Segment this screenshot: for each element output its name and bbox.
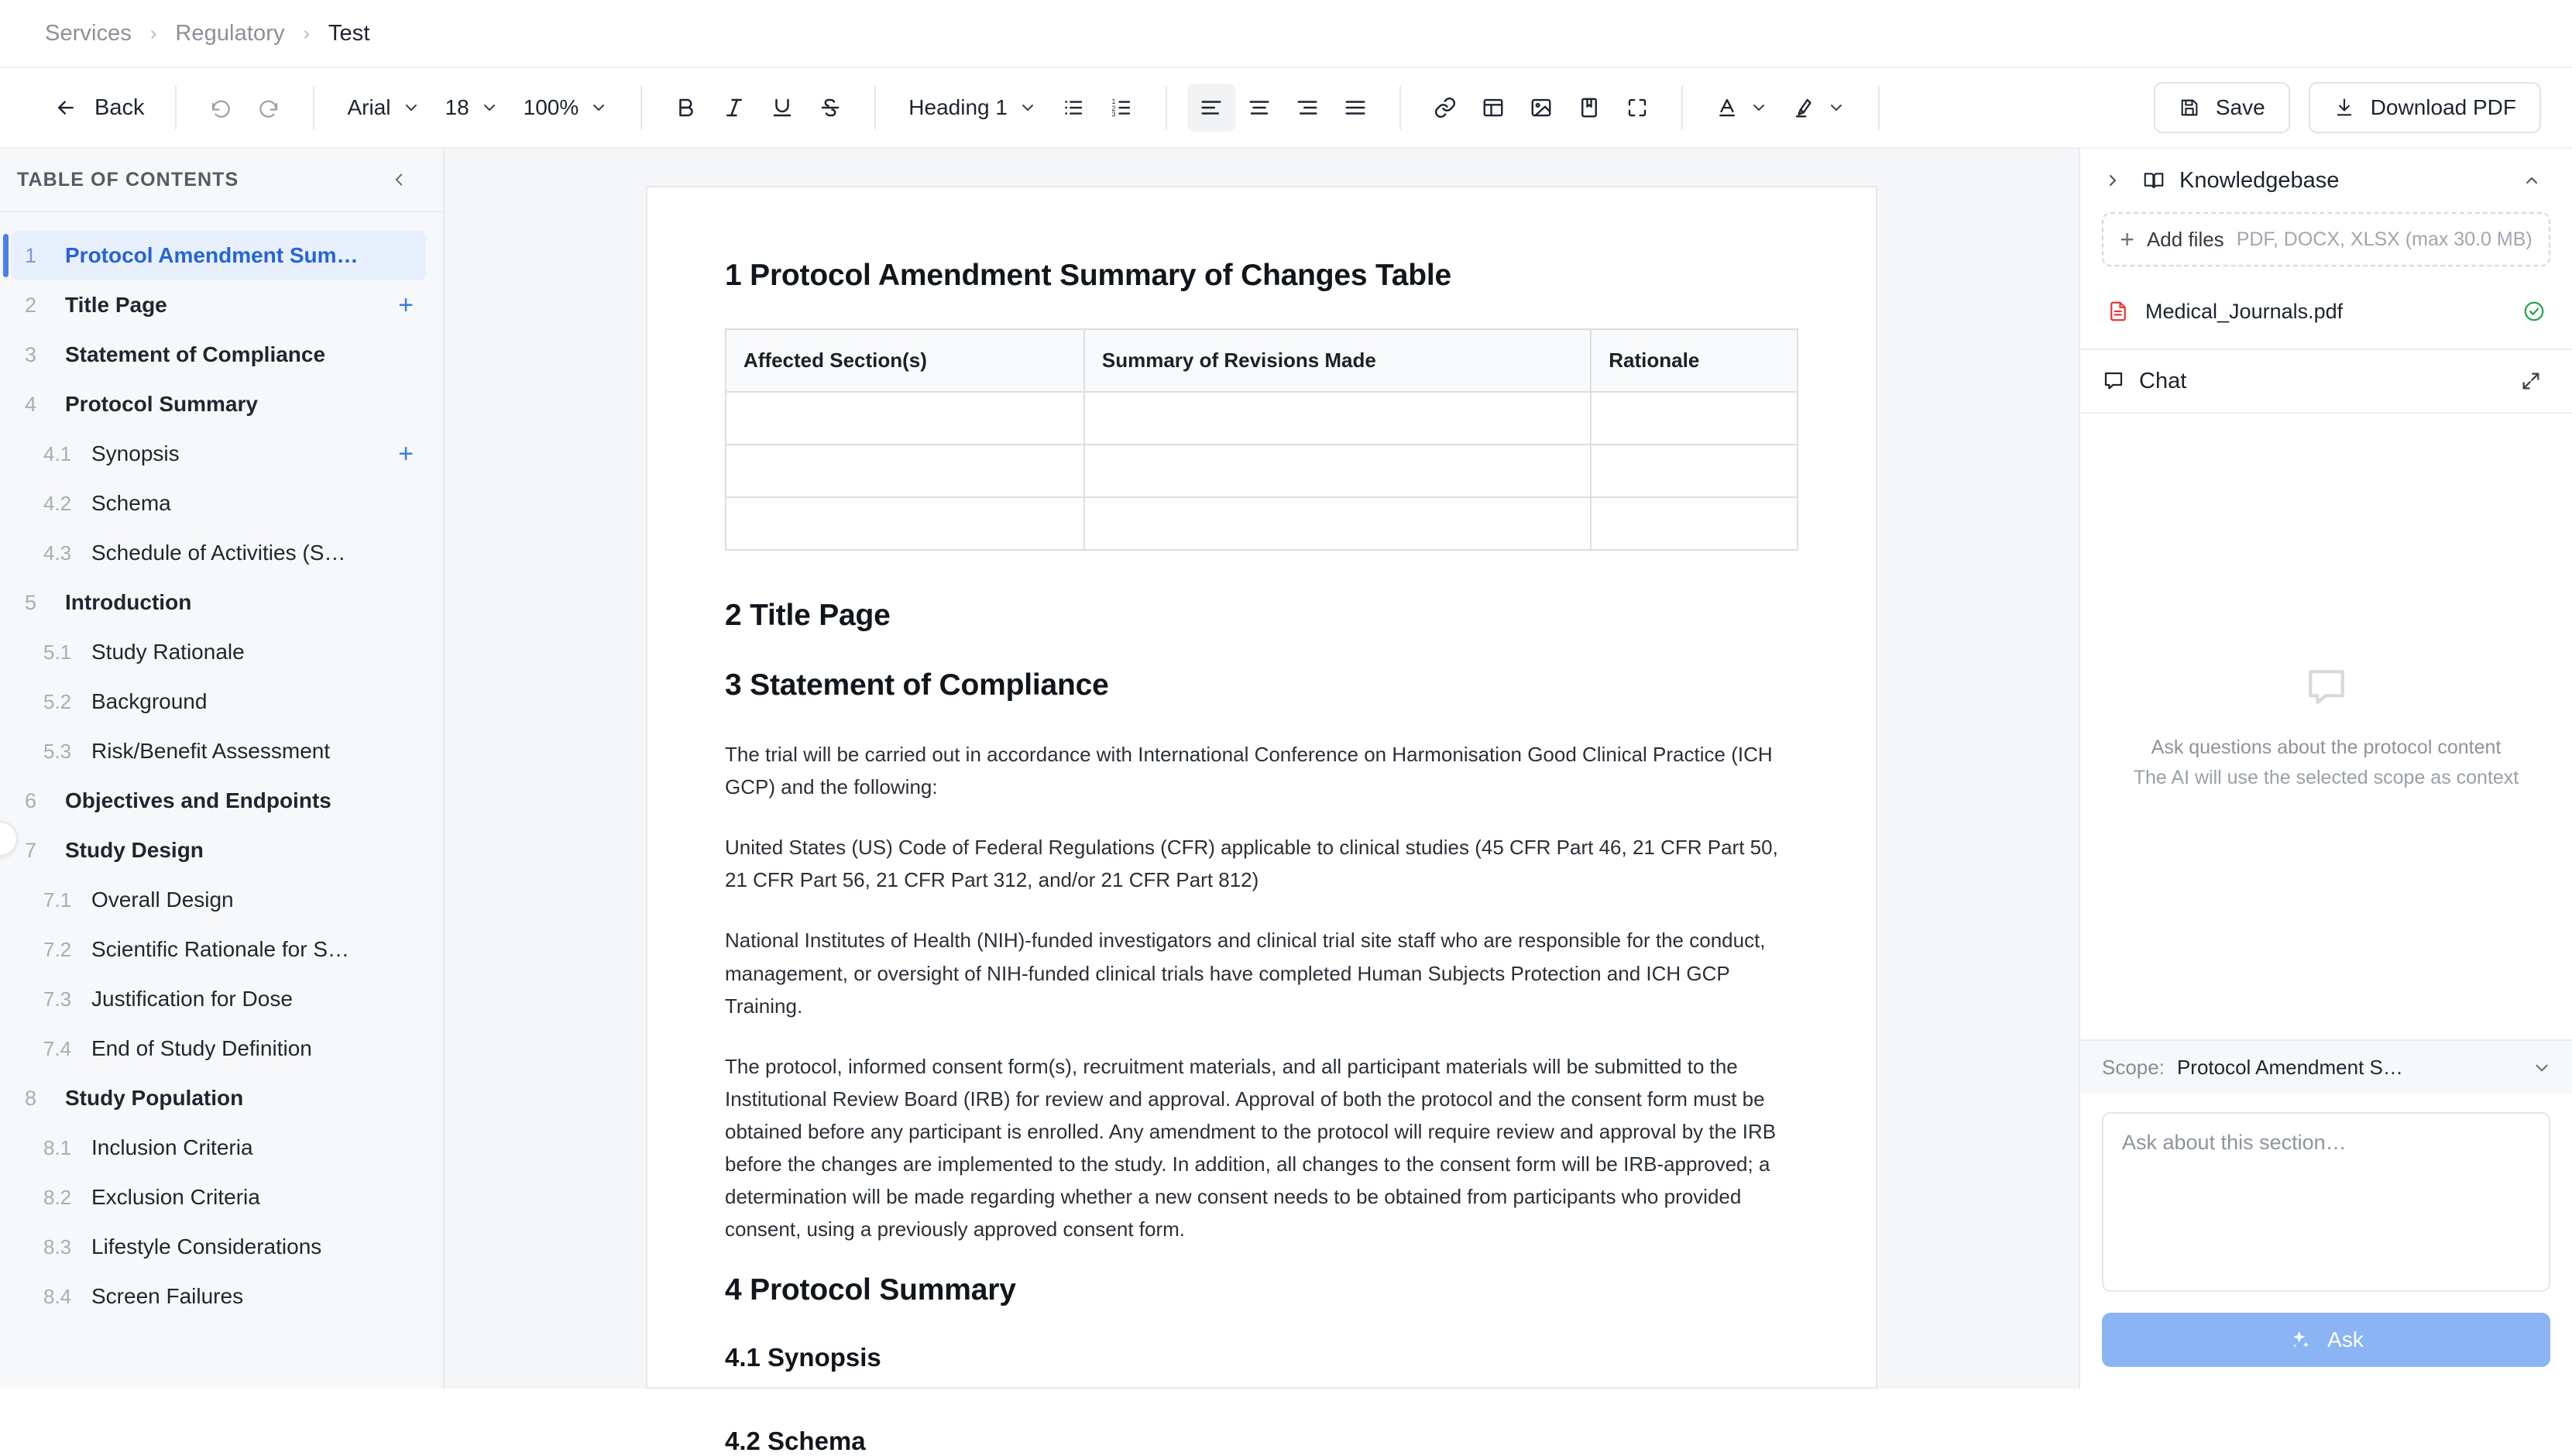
toc-item-label: Study Rationale	[91, 640, 245, 664]
toc-item-label: Protocol Amendment Sum…	[65, 243, 359, 267]
chat-scope-selector[interactable]	[2080, 1039, 2572, 1094]
toc-item-label: End of Study Definition	[91, 1036, 312, 1060]
bullet-list-icon	[1062, 96, 1085, 119]
toc-item-number: 6	[25, 788, 37, 812]
chevron-down-icon	[589, 98, 608, 117]
chat-bubble-icon	[2102, 369, 2125, 393]
chevron-left-icon	[389, 170, 409, 190]
download-icon	[2333, 97, 2355, 118]
ask-label: Ask	[2327, 1327, 2364, 1351]
chevron-up-icon	[2522, 171, 2541, 190]
highlight-select[interactable]	[1780, 84, 1858, 132]
toc-item-label: Objectives and Endpoints	[65, 788, 331, 812]
numbered-list-button[interactable]	[1097, 84, 1145, 132]
breadcrumb-item-services[interactable]: Services	[45, 20, 132, 46]
doc-heading-4-2: 4.2 Schema	[725, 1427, 866, 1456]
toc-item-6[interactable]	[11, 776, 426, 826]
chevron-down-icon	[1750, 98, 1768, 117]
toc-item-number: 7.4	[43, 1036, 72, 1060]
breadcrumb-item-regulatory[interactable]: Regulatory	[175, 20, 285, 46]
toolbar-divider	[640, 86, 642, 129]
toolbar-divider	[1166, 86, 1167, 129]
toc-item-label: Scientific Rationale for S…	[91, 937, 350, 961]
table-cell[interactable]	[1084, 497, 1591, 550]
zoom-value: 100%	[523, 95, 579, 119]
table-cell[interactable]	[1591, 497, 1798, 550]
table-cell[interactable]	[726, 445, 1084, 497]
toc-item-4-1[interactable]	[11, 429, 426, 479]
table-header-row	[726, 329, 1798, 392]
file-name: Medical_Journals.pdf	[2145, 299, 2344, 323]
toc-item-number: 3	[25, 342, 37, 366]
document-canvas[interactable]	[445, 149, 2079, 1456]
save-label: Save	[2215, 95, 2265, 119]
doc-paragraph-2: United States (US) Code of Federal Regulations (CFR) applicable to clinical studies (45 CFR Part 46, 21 CFR Part 50, 21 CFR Part 56, 21 CFR Part 312, and/or 21 CFR Part 812)	[725, 836, 1778, 892]
plus-icon: +	[2120, 225, 2134, 253]
toc-item-label: Schema	[91, 491, 171, 515]
breadcrumb-separator-icon: ›	[150, 22, 157, 44]
toc-item-label: Inclusion Criteria	[91, 1135, 253, 1159]
toc-item-number: 2	[25, 293, 37, 317]
sparkle-icon	[2289, 1328, 2312, 1351]
table-col-affected-sections: Affected Section(s)	[726, 329, 1084, 392]
toc-item-label: Synopsis	[91, 441, 180, 465]
toc-item-2[interactable]	[11, 280, 426, 330]
toc-item-label: Introduction	[65, 590, 192, 614]
amendment-summary-table[interactable]	[725, 328, 1798, 551]
page-break-icon	[1578, 96, 1601, 119]
bold-button[interactable]	[662, 84, 710, 132]
editor-toolbar	[0, 68, 2572, 149]
fullscreen-button[interactable]	[1613, 84, 1661, 132]
link-icon	[1434, 96, 1457, 119]
download-pdf-label: Download PDF	[2370, 95, 2516, 119]
table-of-contents-sidebar	[0, 149, 445, 1389]
toc-item-number: 8.3	[43, 1235, 72, 1259]
align-right-button[interactable]	[1283, 84, 1331, 132]
table-col-summary-revisions: Summary of Revisions Made	[1084, 329, 1591, 392]
align-center-icon	[1248, 96, 1271, 119]
check-circle-icon	[2522, 300, 2546, 323]
toc-item-label: Overall Design	[91, 888, 234, 912]
toc-item-label: Title Page	[65, 293, 167, 317]
font-size-select[interactable]	[433, 84, 511, 132]
text-color-select[interactable]	[1703, 84, 1780, 132]
doc-paragraph-3: National Institutes of Health (NIH)-funded investigators and clinical trial site staff who are responsible for the conduct, management, or oversight of NIH-funded clinical trials have completed Human Subjects Protection and ICH GCP Training.	[725, 929, 1766, 1018]
breadcrumb-separator-icon: ›	[303, 22, 310, 44]
add-files-label: Add files	[2146, 227, 2224, 251]
chevron-down-icon	[1827, 98, 1846, 117]
right-panel	[2079, 149, 2572, 1389]
font-size-value: 18	[445, 95, 469, 119]
svg-text:2: 2	[1111, 104, 1116, 112]
toc-item-number: 4.2	[43, 491, 72, 515]
back-button[interactable]	[43, 84, 155, 132]
doc-heading-1: 1 Protocol Amendment Summary of Changes Table	[725, 259, 1452, 292]
toc-item-number: 8.1	[43, 1135, 72, 1159]
toc-item-label: Exclusion Criteria	[91, 1185, 260, 1209]
toc-item-label: Justification for Dose	[91, 987, 293, 1011]
svg-text:3: 3	[1111, 110, 1116, 118]
toc-item-label: Statement of Compliance	[65, 342, 326, 366]
font-family-value: Arial	[347, 95, 391, 119]
toc-item-7-2[interactable]	[11, 925, 426, 974]
table-cell[interactable]	[726, 497, 1084, 550]
toc-item-number: 5.3	[43, 739, 72, 763]
chevron-down-icon	[2532, 1058, 2550, 1077]
italic-button[interactable]	[710, 84, 758, 132]
highlight-icon	[1793, 96, 1816, 119]
toc-item-label: Lifestyle Considerations	[91, 1235, 322, 1259]
toc-item-8-2[interactable]	[11, 1173, 426, 1222]
expand-diagonal-icon	[2520, 370, 2542, 392]
toc-item-3[interactable]	[11, 330, 426, 379]
toc-item-1[interactable]	[11, 231, 426, 280]
chat-input[interactable]	[2102, 1112, 2550, 1292]
ask-button[interactable]	[2102, 1313, 2550, 1367]
doc-heading-3: 3 Statement of Compliance	[725, 668, 1109, 702]
toc-item-number: 1	[25, 243, 37, 267]
block-style-select[interactable]	[896, 84, 1049, 132]
chat-expand-button[interactable]	[2515, 365, 2547, 397]
collapse-sidebar-button[interactable]	[381, 162, 417, 197]
chat-empty-line-1: Ask questions about the protocol content	[2151, 737, 2502, 758]
arrow-left-icon	[54, 96, 77, 119]
table-cell[interactable]	[1591, 445, 1798, 497]
text-color-icon	[1715, 96, 1739, 119]
toc-item-number: 5.1	[43, 640, 72, 664]
scope-value: Protocol Amendment S…	[2176, 1055, 2403, 1079]
doc-heading-2: 2 Title Page	[725, 599, 891, 632]
fullscreen-icon	[1626, 96, 1649, 119]
strikethrough-icon	[819, 96, 842, 119]
breadcrumb-item-test[interactable]: Test	[328, 20, 370, 46]
toc-item-5-1[interactable]	[11, 627, 426, 677]
svg-text:1: 1	[1111, 98, 1116, 105]
sidebar-title: TABLE OF CONTENTS	[17, 168, 239, 191]
toc-item-number: 7.2	[43, 937, 72, 961]
italic-icon	[723, 96, 746, 119]
align-left-button[interactable]	[1187, 84, 1235, 132]
toc-item-number: 5	[25, 590, 37, 614]
toc-item-add-button[interactable]: +	[398, 439, 414, 469]
toc-item-number: 7.1	[43, 888, 72, 912]
underline-button[interactable]	[758, 84, 806, 132]
insert-page-break-button[interactable]	[1565, 84, 1613, 132]
document-page[interactable]	[646, 186, 1877, 1456]
chat-header	[2080, 349, 2572, 414]
toc-item-7-1[interactable]	[11, 875, 426, 925]
toc-item-add-button[interactable]: +	[398, 290, 414, 320]
table-row[interactable]	[726, 445, 1798, 497]
toc-item-8[interactable]	[11, 1073, 426, 1123]
redo-icon	[257, 96, 280, 119]
table-row[interactable]	[726, 497, 1798, 550]
table-row[interactable]	[726, 392, 1798, 445]
toolbar-divider	[1681, 86, 1683, 129]
toc-item-label: Protocol Summary	[65, 392, 258, 416]
doc-heading-4-1: 4.1 Synopsis	[725, 1343, 881, 1372]
doc-heading-4: 4 Protocol Summary	[725, 1273, 1016, 1307]
save-disk-icon	[2179, 97, 2200, 118]
scope-label: Scope:	[2102, 1055, 2165, 1079]
doc-paragraph-1: The trial will be carried out in accordance with International Conference on Harmonisation Good Clinical Practice (ICH GCP) and the following:	[725, 743, 1773, 799]
toc-item-label: Schedule of Activities (S…	[91, 541, 346, 565]
toolbar-divider	[1878, 86, 1880, 129]
bullet-list-button[interactable]	[1049, 84, 1097, 132]
strikethrough-button[interactable]	[806, 84, 854, 132]
toolbar-divider	[175, 86, 177, 129]
insert-link-button[interactable]	[1421, 84, 1469, 132]
chat-title: Chat	[2139, 368, 2187, 393]
chevron-right-icon	[2103, 171, 2122, 190]
toc-item-label: Study Design	[65, 838, 204, 862]
redo-button[interactable]	[245, 84, 293, 132]
chat-empty-line-2: The AI will use the selected scope as context	[2133, 767, 2519, 788]
table-col-rationale: Rationale	[1591, 329, 1798, 392]
chat-bubble-outline-icon	[2302, 664, 2351, 712]
toc-list	[0, 212, 443, 1389]
chevron-down-icon	[480, 98, 499, 117]
toolbar-divider	[1399, 86, 1401, 129]
pdf-file-icon	[2107, 300, 2130, 323]
knowledgebase-title: Knowledgebase	[2179, 167, 2340, 193]
align-justify-button[interactable]	[1331, 84, 1379, 132]
chevron-down-icon	[1018, 98, 1037, 117]
table-icon	[1482, 96, 1505, 119]
align-justify-icon	[1344, 96, 1367, 119]
add-files-dropzone[interactable]	[2102, 212, 2550, 266]
chevron-down-icon	[402, 98, 421, 117]
toc-item-4-3[interactable]	[11, 528, 426, 578]
image-icon	[1530, 96, 1553, 119]
bold-icon	[675, 96, 698, 119]
toc-item-number: 5.2	[43, 689, 72, 713]
toc-item-8-1[interactable]	[11, 1123, 426, 1173]
table-cell[interactable]	[1084, 445, 1591, 497]
back-label: Back	[94, 94, 145, 120]
chat-empty-state	[2080, 414, 2572, 1039]
toc-item-number: 4.3	[43, 541, 72, 565]
toc-item-5-3[interactable]	[11, 726, 426, 776]
toc-item-number: 7.3	[43, 987, 72, 1011]
toolbar-divider	[313, 86, 314, 129]
toc-item-8-4[interactable]	[11, 1272, 426, 1321]
toc-item-5[interactable]	[11, 578, 426, 627]
toc-item-7-4[interactable]	[11, 1024, 426, 1073]
insert-table-button[interactable]	[1469, 84, 1517, 132]
align-right-icon	[1296, 96, 1319, 119]
toc-item-7[interactable]	[11, 826, 426, 875]
sidebar-header	[0, 149, 443, 212]
toc-item-4-2[interactable]	[11, 479, 426, 528]
toc-item-label: Risk/Benefit Assessment	[91, 739, 331, 763]
knowledgebase-body	[2080, 212, 2572, 349]
add-files-hint: PDF, DOCX, XLSX (max 30.0 MB)	[2236, 228, 2533, 250]
toc-item-label: Screen Failures	[91, 1284, 244, 1308]
toc-item-label: Background	[91, 689, 208, 713]
undo-button[interactable]	[197, 84, 245, 132]
toc-item-number: 8.2	[43, 1185, 72, 1209]
download-pdf-button[interactable]	[2309, 82, 2541, 133]
toc-item-5-2[interactable]	[11, 677, 426, 726]
table-cell[interactable]	[726, 392, 1084, 445]
toc-item-number: 8.4	[43, 1284, 72, 1308]
toc-item-number: 8	[25, 1086, 37, 1110]
knowledgebase-header	[2080, 149, 2572, 212]
toc-item-label: Study Population	[65, 1086, 244, 1110]
undo-icon	[209, 96, 232, 119]
zoom-select[interactable]	[511, 84, 621, 132]
toolbar-divider	[874, 86, 876, 129]
table-cell[interactable]	[1591, 392, 1798, 445]
knowledgebase-expand-button[interactable]	[2097, 165, 2128, 196]
toc-item-number: 4.1	[43, 441, 72, 465]
numbered-list-icon	[1110, 96, 1133, 119]
chat-input-area	[2080, 1094, 2572, 1389]
book-icon	[2142, 169, 2165, 192]
table-cell[interactable]	[1084, 392, 1591, 445]
toc-item-4[interactable]	[11, 379, 426, 429]
toc-item-7-3[interactable]	[11, 974, 426, 1024]
font-family-select[interactable]	[335, 84, 432, 132]
toc-item-8-3[interactable]	[11, 1222, 426, 1272]
insert-image-button[interactable]	[1517, 84, 1565, 132]
breadcrumb	[0, 0, 2572, 68]
align-left-icon	[1200, 96, 1223, 119]
save-button[interactable]	[2154, 82, 2290, 133]
underline-icon	[771, 96, 794, 119]
toc-item-number: 4	[25, 392, 37, 416]
knowledgebase-file-item[interactable]	[2102, 290, 2550, 333]
align-center-button[interactable]	[1235, 84, 1283, 132]
knowledgebase-collapse-button[interactable]	[2516, 165, 2547, 196]
block-style-value: Heading 1	[908, 95, 1008, 119]
main-layout	[0, 149, 2572, 1456]
doc-paragraph-4: The protocol, informed consent form(s), recruitment materials, and all participant materials will be submitted to the Institutional Review Board (IRB) for review and approval. Approval of both the protocol and the consent form must be obtained before any participant is enrolled. Any amendment to the protocol will require review and approval by the IRB before the changes are implemented to the study. In addition, all changes to the consent form will be IRB-approved; a determination will be made regarding whether a new consent needs to be obtained from participants who provided consent, using a previously approved consent form.	[725, 1054, 1777, 1241]
toc-item-number: 7	[25, 838, 37, 862]
